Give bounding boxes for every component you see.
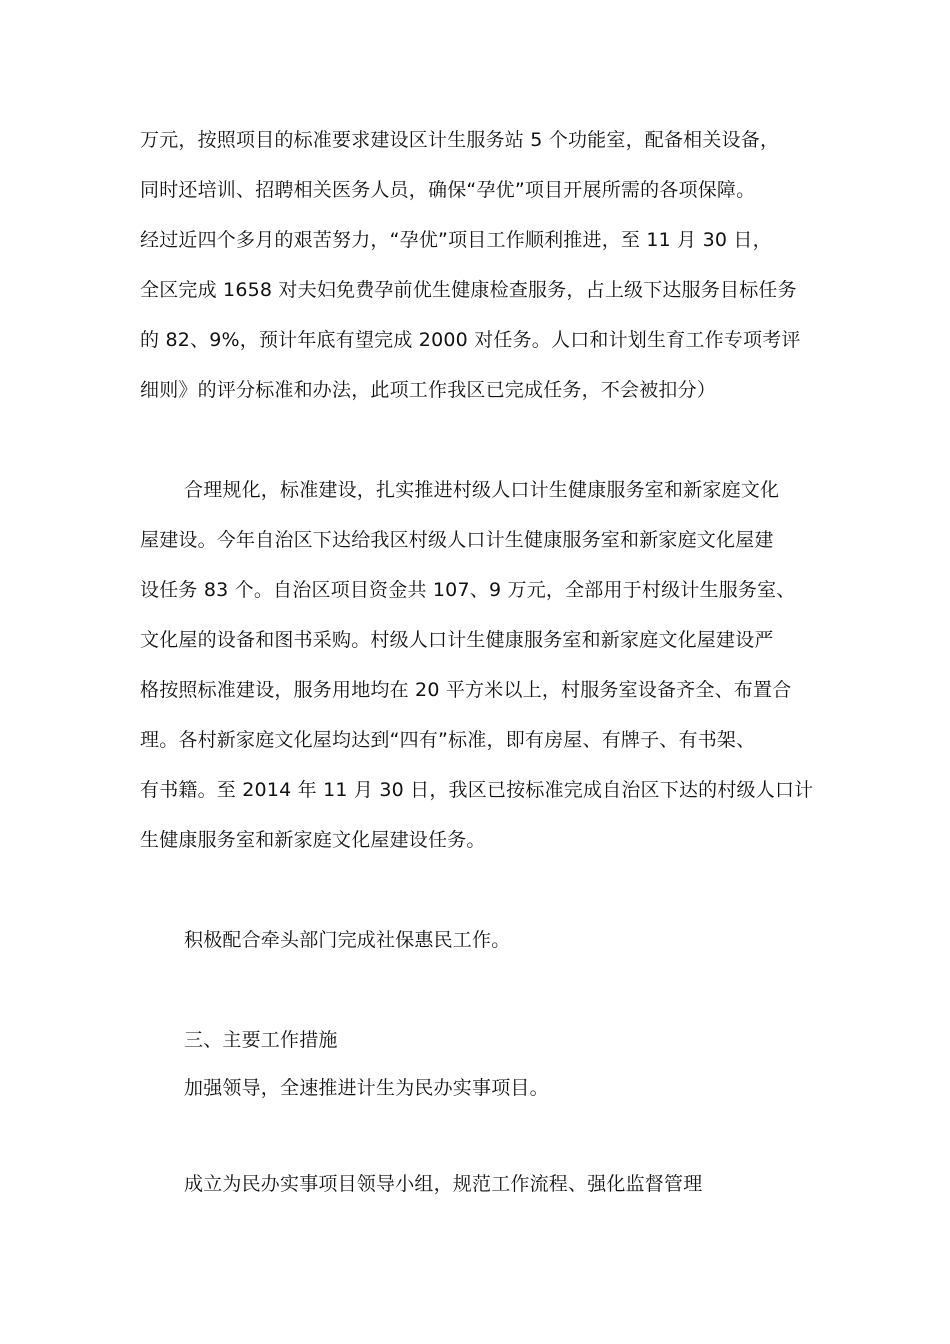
text-line: 经过近四个多月的艰苦努力，“孕优”项目工作顺利推进，至 11 月 30 日， <box>140 229 772 251</box>
text-line: 生健康服务室和新家庭文化屋建设任务。 <box>140 829 486 851</box>
section-heading: 三、主要工作措施 <box>184 1029 338 1051</box>
text-line: 的 82、9%，预计年底有望完成 2000 对任务。人口和计划生育工作专项考评 <box>140 329 801 351</box>
text-line: 万元，按照项目的标准要求建设区计生服务站 5 个功能室，配备相关设备， <box>140 129 780 151</box>
text-line: 合理规化，标准建设，扎实推进村级人口计生健康服务室和新家庭文化 <box>184 479 780 501</box>
paragraph-social-security: 积极配合牵头部门完成社保惠民工作。 <box>184 929 511 951</box>
text-line: 格按照标准建设，服务用地均在 20 平方米以上，村服务室设备齐全、布置合 <box>140 679 792 701</box>
paragraph-leading-group: 成立为民办实事项目领导小组，规范工作流程、强化监督管理 <box>184 1173 703 1195</box>
paragraph-leadership: 加强领导，全速推进计生为民办实事项目。 <box>184 1077 549 1099</box>
text-line: 细则》的评分标准和办法，此项工作我区已完成任务，不会被扣分） <box>140 379 717 401</box>
text-line: 屋建设。今年自治区下达给我区村级人口计生健康服务室和新家庭文化屋建 <box>140 529 774 551</box>
text-line: 有书籍。至 2014 年 11 月 30 日，我区已按标准完成自治区下达的村级人口计 <box>140 779 814 801</box>
text-line: 理。各村新家庭文化屋均达到“四有”标准，即有房屋、有牌子、有书架、 <box>140 729 756 751</box>
text-line: 同时还培训、招聘相关医务人员，确保“孕优”项目开展所需的各项保障。 <box>140 179 756 201</box>
text-line: 全区完成 1658 对夫妇免费孕前优生健康检查服务，占上级下达服务目标任务 <box>140 279 797 301</box>
text-line: 文化屋的设备和图书采购。村级人口计生健康服务室和新家庭文化屋建设严 <box>140 629 774 651</box>
text-line: 设任务 83 个。自治区项目资金共 107、9 万元，全部用于村级计生服务室、 <box>140 579 796 601</box>
